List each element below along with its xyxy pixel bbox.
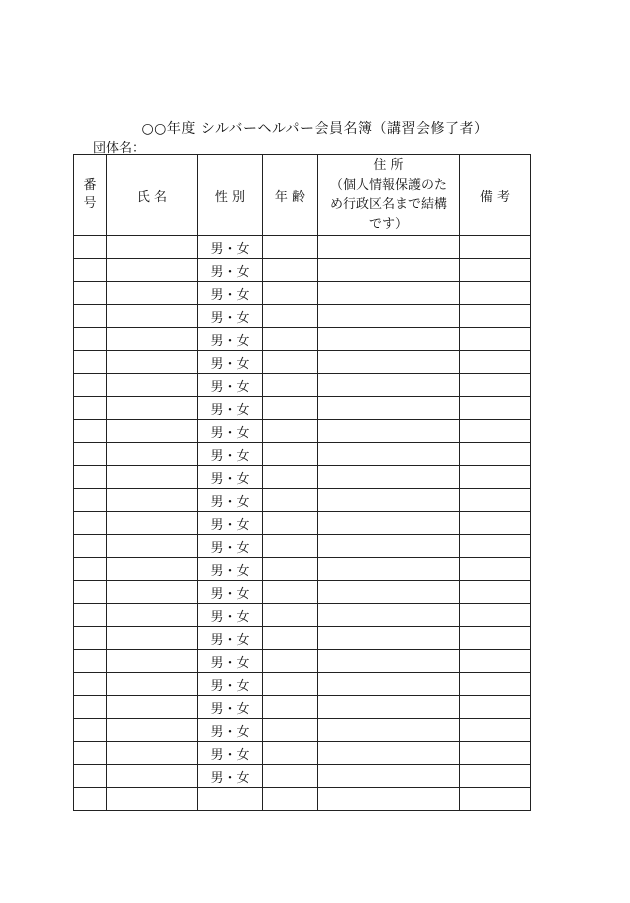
table-row: [74, 650, 531, 673]
cell-number: [74, 512, 107, 535]
cell-address: [318, 351, 460, 374]
cell-age: [263, 719, 318, 742]
cell-gender: 男・女: [198, 581, 263, 604]
cell-name: [107, 696, 198, 719]
table-row: [74, 420, 531, 443]
cell-remarks: [460, 374, 531, 397]
cell-gender: 男・女: [198, 535, 263, 558]
cell-age: [263, 397, 318, 420]
cell-remarks: [460, 742, 531, 765]
cell-remarks: [460, 604, 531, 627]
cell-number: [74, 627, 107, 650]
cell-number: [74, 443, 107, 466]
cell-number: [74, 397, 107, 420]
header-gender: 性 別: [198, 155, 263, 236]
header-number-label: 番号: [83, 178, 97, 211]
table-row: [74, 765, 531, 788]
cell-age: [263, 420, 318, 443]
cell-number: [74, 604, 107, 627]
cell-remarks: [460, 788, 531, 811]
cell-address: [318, 466, 460, 489]
cell-address: [318, 328, 460, 351]
cell-gender: 男・女: [198, 512, 263, 535]
table-row: [74, 742, 531, 765]
cell-number: [74, 328, 107, 351]
cell-age: [263, 512, 318, 535]
table-row: [74, 581, 531, 604]
cell-age: [263, 282, 318, 305]
cell-name: [107, 259, 198, 282]
cell-address: [318, 282, 460, 305]
cell-age: [263, 374, 318, 397]
cell-gender: 男・女: [198, 742, 263, 765]
cell-age: [263, 351, 318, 374]
cell-number: [74, 259, 107, 282]
cell-number: [74, 581, 107, 604]
cell-name: [107, 673, 198, 696]
cell-number: [74, 696, 107, 719]
cell-name: [107, 443, 198, 466]
cell-age: [263, 489, 318, 512]
cell-number: [74, 788, 107, 811]
cell-gender: 男・女: [198, 420, 263, 443]
cell-remarks: [460, 673, 531, 696]
header-name: 氏 名: [107, 155, 198, 236]
cell-number: [74, 765, 107, 788]
cell-remarks: [460, 581, 531, 604]
cell-age: [263, 673, 318, 696]
table-row: [74, 328, 531, 351]
cell-name: [107, 397, 198, 420]
cell-age: [263, 650, 318, 673]
cell-remarks: [460, 420, 531, 443]
cell-gender: 男・女: [198, 673, 263, 696]
cell-gender: 男・女: [198, 558, 263, 581]
header-address: [318, 155, 460, 236]
organization-label: 団体名：: [93, 141, 146, 156]
table-row: [74, 259, 531, 282]
cell-gender: [198, 788, 263, 811]
cell-name: [107, 535, 198, 558]
cell-remarks: [460, 765, 531, 788]
cell-number: [74, 489, 107, 512]
cell-age: [263, 581, 318, 604]
cell-age: [263, 443, 318, 466]
cell-remarks: [460, 259, 531, 282]
cell-number: [74, 236, 107, 259]
cell-address: [318, 397, 460, 420]
table-row: [74, 397, 531, 420]
cell-number: [74, 466, 107, 489]
cell-age: [263, 236, 318, 259]
cell-address: [318, 765, 460, 788]
table-row: [74, 351, 531, 374]
cell-remarks: [460, 558, 531, 581]
cell-number: [74, 558, 107, 581]
cell-address: [318, 558, 460, 581]
cell-age: [263, 604, 318, 627]
cell-address: [318, 512, 460, 535]
table-row: [74, 512, 531, 535]
table-row: [74, 489, 531, 512]
cell-number: [74, 420, 107, 443]
cell-number: [74, 650, 107, 673]
cell-age: [263, 535, 318, 558]
cell-address: [318, 420, 460, 443]
cell-gender: 男・女: [198, 259, 263, 282]
cell-gender: 男・女: [198, 305, 263, 328]
cell-address: [318, 627, 460, 650]
cell-number: [74, 305, 107, 328]
cell-gender: 男・女: [198, 443, 263, 466]
cell-gender: 男・女: [198, 466, 263, 489]
document-title: ○○年度 シルバーヘルパー会員名簿（講習会修了者）: [141, 121, 489, 137]
cell-name: [107, 765, 198, 788]
cell-gender: 男・女: [198, 627, 263, 650]
table-row: [74, 719, 531, 742]
cell-age: [263, 765, 318, 788]
header-number: [74, 155, 107, 236]
cell-name: [107, 236, 198, 259]
cell-remarks: [460, 443, 531, 466]
cell-address: [318, 581, 460, 604]
cell-address: [318, 236, 460, 259]
cell-address: [318, 742, 460, 765]
cell-age: [263, 305, 318, 328]
header-address-line: （個人情報保護のた: [329, 177, 447, 193]
cell-address: [318, 650, 460, 673]
cell-number: [74, 719, 107, 742]
cell-number: [74, 535, 107, 558]
cell-age: [263, 328, 318, 351]
table-row: [74, 788, 531, 811]
cell-gender: 男・女: [198, 236, 263, 259]
cell-address: [318, 696, 460, 719]
cell-address: [318, 673, 460, 696]
cell-address: [318, 604, 460, 627]
cell-number: [74, 282, 107, 305]
table-body: [74, 236, 531, 811]
cell-number: [74, 673, 107, 696]
cell-name: [107, 742, 198, 765]
cell-number: [74, 351, 107, 374]
table-row: [74, 236, 531, 259]
table-row: [74, 558, 531, 581]
cell-address: [318, 719, 460, 742]
cell-gender: 男・女: [198, 351, 263, 374]
cell-remarks: [460, 627, 531, 650]
cell-remarks: [460, 282, 531, 305]
cell-name: [107, 604, 198, 627]
cell-address: [318, 535, 460, 558]
table-row: [74, 604, 531, 627]
cell-name: [107, 581, 198, 604]
cell-gender: 男・女: [198, 328, 263, 351]
cell-remarks: [460, 397, 531, 420]
table-row: [74, 696, 531, 719]
header-address-line: め行政区名まで結構: [329, 197, 447, 212]
cell-remarks: [460, 328, 531, 351]
cell-name: [107, 788, 198, 811]
cell-name: [107, 466, 198, 489]
member-roster-table: [73, 154, 531, 811]
cell-remarks: [460, 236, 531, 259]
cell-remarks: [460, 466, 531, 489]
cell-name: [107, 282, 198, 305]
cell-gender: 男・女: [198, 719, 263, 742]
cell-remarks: [460, 535, 531, 558]
cell-age: [263, 627, 318, 650]
header-address-line: 住 所: [373, 158, 404, 173]
cell-remarks: [460, 489, 531, 512]
cell-age: [263, 788, 318, 811]
cell-number: [74, 742, 107, 765]
cell-gender: 男・女: [198, 765, 263, 788]
cell-gender: 男・女: [198, 397, 263, 420]
table-row: [74, 627, 531, 650]
cell-name: [107, 650, 198, 673]
cell-remarks: [460, 305, 531, 328]
cell-gender: 男・女: [198, 696, 263, 719]
header-row: [74, 155, 531, 236]
header-address-line: です）: [368, 216, 408, 232]
cell-address: [318, 305, 460, 328]
cell-name: [107, 627, 198, 650]
cell-number: [74, 374, 107, 397]
cell-name: [107, 489, 198, 512]
cell-remarks: [460, 351, 531, 374]
cell-gender: 男・女: [198, 650, 263, 673]
table-row: [74, 466, 531, 489]
cell-remarks: [460, 650, 531, 673]
cell-gender: 男・女: [198, 374, 263, 397]
cell-name: [107, 558, 198, 581]
cell-name: [107, 328, 198, 351]
cell-name: [107, 512, 198, 535]
cell-address: [318, 374, 460, 397]
cell-gender: 男・女: [198, 489, 263, 512]
cell-age: [263, 742, 318, 765]
cell-address: [318, 788, 460, 811]
cell-name: [107, 719, 198, 742]
table-row: [74, 673, 531, 696]
cell-name: [107, 374, 198, 397]
header-remarks: 備 考: [460, 155, 531, 236]
table-row: [74, 305, 531, 328]
table-row: [74, 374, 531, 397]
cell-remarks: [460, 696, 531, 719]
cell-address: [318, 259, 460, 282]
cell-address: [318, 443, 460, 466]
cell-remarks: [460, 719, 531, 742]
cell-age: [263, 259, 318, 282]
cell-age: [263, 558, 318, 581]
cell-age: [263, 696, 318, 719]
cell-age: [263, 466, 318, 489]
table-row: [74, 535, 531, 558]
cell-remarks: [460, 512, 531, 535]
table-header: [74, 155, 531, 236]
table-row: [74, 282, 531, 305]
cell-name: [107, 305, 198, 328]
table-row: [74, 443, 531, 466]
cell-gender: 男・女: [198, 604, 263, 627]
header-age: 年 齢: [263, 155, 318, 236]
cell-name: [107, 420, 198, 443]
cell-name: [107, 351, 198, 374]
cell-address: [318, 489, 460, 512]
cell-gender: 男・女: [198, 282, 263, 305]
